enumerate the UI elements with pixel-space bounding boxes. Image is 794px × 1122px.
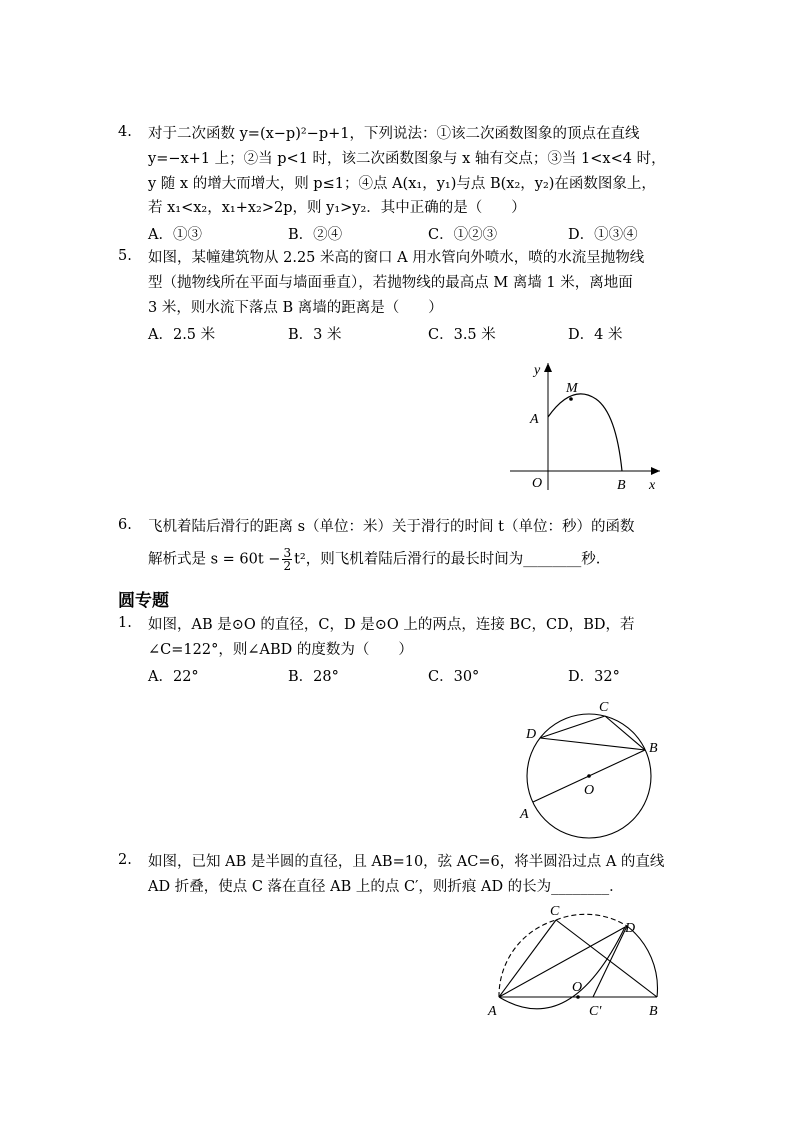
c2-fold-line-ad xyxy=(499,926,627,997)
q4-number: 4. xyxy=(118,124,132,140)
c2-center-o xyxy=(576,995,580,999)
q6-number: 6. xyxy=(118,517,132,533)
c2-number: 2. xyxy=(118,852,132,868)
q4-line-4: 若 x₁<x₂，x₁+x₂>2p，则 y₁>y₂．其中正确的是（ ） xyxy=(148,200,526,216)
c2-dashed-arc-top xyxy=(556,914,627,926)
c2-label-d: D xyxy=(625,921,636,936)
q5-x-arrow xyxy=(651,467,660,475)
c1-line-1: 如图，AB 是⊙O 的直径，C，D 是⊙O 上的两点，连接 BC，CD，BD，若 xyxy=(148,617,635,633)
q5-line-1: 如图，某幢建筑物从 2.25 米高的窗口 A 用水管向外喷水，喷的水流呈抛物线 xyxy=(148,250,645,266)
c1-option-d: D．32° xyxy=(568,669,620,685)
q5-option-b: B．3 米 xyxy=(288,327,342,343)
q6-formula-end: t²，则飞机着陆后滑行的最长时间为________秒. xyxy=(294,551,601,568)
c1-label-a: A xyxy=(520,807,529,822)
c1-option-a: A．22° xyxy=(148,669,199,685)
q5-line-3: 3 米，则水流下落点 B 离墙的距离是（ ） xyxy=(148,300,443,316)
q5-number: 5. xyxy=(118,248,132,264)
c2-label-c: C xyxy=(550,904,560,919)
c2-line-1: 如图，已知 AB 是半圆的直径，且 AB=10，弦 AC=6，将半圆沿过点 A 的直线 xyxy=(148,854,665,870)
q5-y-arrow xyxy=(544,363,552,372)
q5-label-o: O xyxy=(532,476,543,491)
c1-line-2: ∠C=122°，则∠ABD 的度数为（ ） xyxy=(148,642,413,658)
q4-option-a: A．①③ xyxy=(148,227,202,243)
q5-label-a: A xyxy=(530,412,539,427)
q5-label-y: y xyxy=(534,363,541,378)
c1-chord-db xyxy=(540,738,645,750)
c1-label-d: D xyxy=(526,727,537,742)
c2-label-b: B xyxy=(649,1004,658,1019)
q5-label-x: x xyxy=(649,478,656,493)
c2-semicircle-figure xyxy=(480,900,680,1025)
c1-number: 1. xyxy=(118,615,132,631)
c1-label-o: O xyxy=(584,783,595,798)
q5-label-b: B xyxy=(617,478,626,493)
c1-center-o xyxy=(587,774,591,778)
q6-fraction-denominator: 2 xyxy=(283,559,292,573)
q6-fraction xyxy=(282,547,292,572)
q5-parabola-figure xyxy=(500,355,670,495)
q5-point-m xyxy=(569,397,573,401)
q4-line-2: y=−x+1 上；②当 p<1 时，该二次函数图象与 x 轴有交点；③当 1<x<4 时， xyxy=(148,151,666,167)
c2-label-o: O xyxy=(572,980,583,995)
c1-chord-dc xyxy=(540,716,605,738)
q5-option-d: D．4 米 xyxy=(568,327,623,343)
q5-line-2: 型（抛物线所在平面与墙面垂直），若抛物线的最高点 M 离墙 1 米，离地面 xyxy=(148,275,633,291)
c1-label-c: C xyxy=(599,700,609,715)
q4-line-3: y 随 x 的增大而增大，则 p≤1；④点 A(x₁，y₁)与点 B(x₂，y₂)在函数图象上， xyxy=(148,176,656,192)
q4-option-b: B．②④ xyxy=(288,227,343,243)
q6-line-2 xyxy=(148,547,600,572)
q6-line-1: 飞机着陆后滑行的距离 s（单位：米）关于滑行的时间 t（单位：秒）的函数 xyxy=(148,519,635,535)
c2-label-a: A xyxy=(488,1004,497,1019)
c1-option-c: C．30° xyxy=(428,669,480,685)
q5-parabola-curve xyxy=(548,394,622,471)
q4-option-c: C．①②③ xyxy=(428,227,498,243)
section-title: 圆专题 xyxy=(118,591,169,611)
q5-option-a: A．2.5 米 xyxy=(148,327,216,343)
q6-formula-start: 解析式是 s = 60t − xyxy=(148,551,281,568)
q4-line-1: 对于二次函数 y=(x−p)²−p+1，下列说法：①该二次函数图象的顶点在直线 xyxy=(148,126,640,142)
q5-option-c: C．3.5 米 xyxy=(428,327,496,343)
c1-option-b: B．28° xyxy=(288,669,339,685)
c2-label-c-prime: C′ xyxy=(589,1004,602,1019)
c1-label-b: B xyxy=(649,741,658,756)
q6-fraction-numerator: 3 xyxy=(283,546,292,560)
c2-chord-ac xyxy=(499,920,556,997)
c2-line-2: AD 折叠，使点 C 落在直径 AB 上的点 C′，则折痕 AD 的长为________． xyxy=(148,879,624,895)
q5-label-m: M xyxy=(566,381,578,396)
c1-circle-figure xyxy=(510,695,680,845)
q4-option-d: D．①③④ xyxy=(568,227,638,243)
c1-chord-cb xyxy=(605,716,645,750)
c2-segment-dc-prime xyxy=(593,926,627,997)
